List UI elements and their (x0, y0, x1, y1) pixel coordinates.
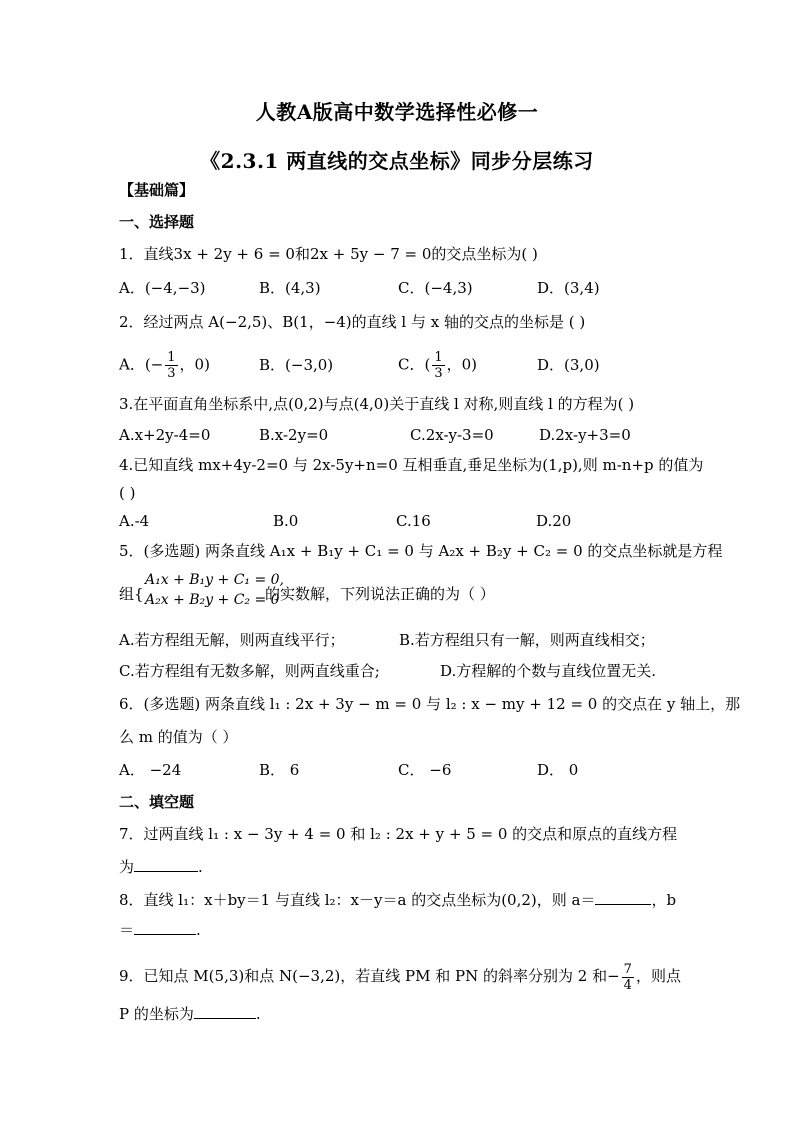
question-3-option-d: D.2x-y+3=0 (539, 426, 631, 444)
question-5-stem-suffix: 的实数解，下列说法正确的为（ ） (265, 585, 495, 603)
fraction-denominator: 4 (623, 977, 632, 993)
question-1-option-a: A．(−4,−3) (119, 279, 206, 297)
answer-blank-a[interactable] (595, 890, 651, 905)
question-8-prefix-2: ＝ (119, 921, 135, 939)
question-5-stem-prefix: 组{ (119, 585, 144, 603)
question-9-prefix: 9．已知点 M(5,3)和点 N(−3,2)，若直线 PM 和 PN 的斜率分别为 2 和− (119, 967, 620, 985)
equation-row-2: A₂x + B₂y + C₂ = 0 (145, 592, 280, 608)
question-5-stem: 5．(多选题) 两条直线 A₁x + B₁y + C₁ = 0 与 A₂x + B₂y + C₂ = 0 的交点坐标就是方程 (119, 542, 723, 560)
question-7-stem: 7．过两直线 l₁ : x − 3y + 4 = 0 和 l₂ : 2x + y + 5 = 0 的交点和原点的直线方程 (119, 825, 678, 843)
section-choice: 一、选择题 (119, 213, 195, 231)
question-9-prefix-2: P 的坐标为 (119, 1005, 194, 1023)
question-6-option-b: B． 6 (259, 761, 300, 779)
section-basic: 【基础篇】 (119, 181, 195, 199)
question-7-suffix: . (198, 858, 203, 876)
question-3-stem: 3.在平面直角坐标系中,点(0,2)与点(4,0)关于直线 l 对称,则直线 l 的方程为( ) (119, 395, 635, 413)
option-a-suffix: ，0) (179, 355, 210, 374)
question-7-prefix: 为 (119, 858, 135, 876)
question-5-option-c: C.若方程组有无数多解，则两直线重合; (119, 662, 380, 680)
question-5-option-b: B.若方程组只有一解，则两直线相交； (399, 631, 655, 649)
equation-row-1: A₁x + B₁y + C₁ = 0, (145, 572, 285, 588)
question-9-stem (119, 956, 681, 996)
question-9-suffix-2: . (255, 1005, 261, 1023)
fraction-numerator: 1 (167, 350, 176, 365)
section-fill: 二、填空题 (119, 793, 195, 811)
question-2-option-a (119, 350, 210, 381)
document-title: 人教A版高中数学选择性必修一 (255, 100, 539, 124)
question-1-option-d: D．(3,4) (537, 279, 600, 297)
question-6-option-a: A． −24 (119, 761, 182, 779)
option-c-suffix: ，0) (446, 355, 478, 374)
question-4-stem: 4.已知直线 mx+4y-2=0 与 2x-5y+n=0 互相垂直,垂足坐标为(1,p),则 m-n+p 的值为 (119, 456, 704, 474)
option-a-prefix: A．(− (119, 355, 164, 374)
question-6-stem: 6．(多选题) 两条直线 l₁ : 2x + 3y − m = 0 与 l₂ : x − my + 12 = 0 的交点在 y 轴上，那 (119, 695, 741, 713)
question-8-suffix: . (196, 921, 201, 939)
question-6-option-d: D． 0 (537, 761, 579, 779)
question-3-option-c: C.2x-y-3=0 (410, 426, 494, 444)
question-6-stem-cont: 么 m 的值为（ ） (119, 728, 238, 746)
equation-system (145, 570, 284, 610)
fraction (622, 962, 634, 993)
question-2-option-c (398, 350, 477, 381)
question-5-option-a: A.若方程组无解，则两直线平行； (119, 631, 345, 649)
fraction-denominator: 3 (434, 366, 443, 381)
question-3-option-a: A.x+2y-4=0 (119, 426, 211, 444)
fraction (165, 350, 177, 381)
answer-blank[interactable] (194, 1004, 256, 1019)
fraction (432, 350, 444, 381)
answer-blank[interactable] (134, 857, 198, 872)
question-1-stem: 1．直线3x + 2y + 6 = 0和2x + 5y − 7 = 0的交点坐标为( ) (119, 245, 538, 263)
question-8-mid: ，b (651, 891, 677, 909)
question-4-option-c: C.16 (396, 512, 431, 530)
answer-blank-b[interactable] (134, 920, 196, 935)
question-4-option-d: D.20 (536, 512, 572, 530)
question-8-stem (119, 890, 676, 910)
question-9-stem-cont (119, 1004, 261, 1024)
fraction-numerator: 7 (623, 961, 632, 977)
fraction-denominator: 3 (167, 366, 176, 381)
question-7-stem-cont (119, 857, 203, 877)
question-8-stem-cont (119, 920, 201, 940)
question-5-option-d: D.方程解的个数与直线位置无关. (440, 662, 657, 680)
question-2-option-d: D．(3,0) (537, 356, 600, 374)
question-4-option-b: B.0 (273, 512, 299, 530)
question-6-option-c: C． −6 (398, 761, 452, 779)
question-1-option-c: C．(−4,3) (398, 279, 473, 297)
option-c-prefix: C．( (398, 355, 431, 374)
question-2-option-b: B．(−3,0) (259, 356, 334, 374)
question-4-stem-cont: ( ) (119, 484, 136, 502)
document-subtitle: 《2.3.1 两直线的交点坐标》同步分层练习 (200, 149, 594, 173)
fraction-numerator: 1 (434, 350, 443, 365)
question-4-option-a: A.-4 (119, 512, 150, 530)
question-2-stem: 2．经过两点 A(−2,5)、B(1，−4)的直线 l 与 x 轴的交点的坐标是 ( ) (119, 313, 586, 331)
question-3-option-b: B.x-2y=0 (259, 426, 329, 444)
question-9-suffix: ，则点 (635, 967, 681, 985)
question-8-prefix: 8．直线 l₁：x＋by＝1 与直线 l₂：x－y＝a 的交点坐标为(0,2)，则 a＝ (119, 891, 596, 909)
question-1-option-b: B．(4,3) (259, 279, 321, 297)
